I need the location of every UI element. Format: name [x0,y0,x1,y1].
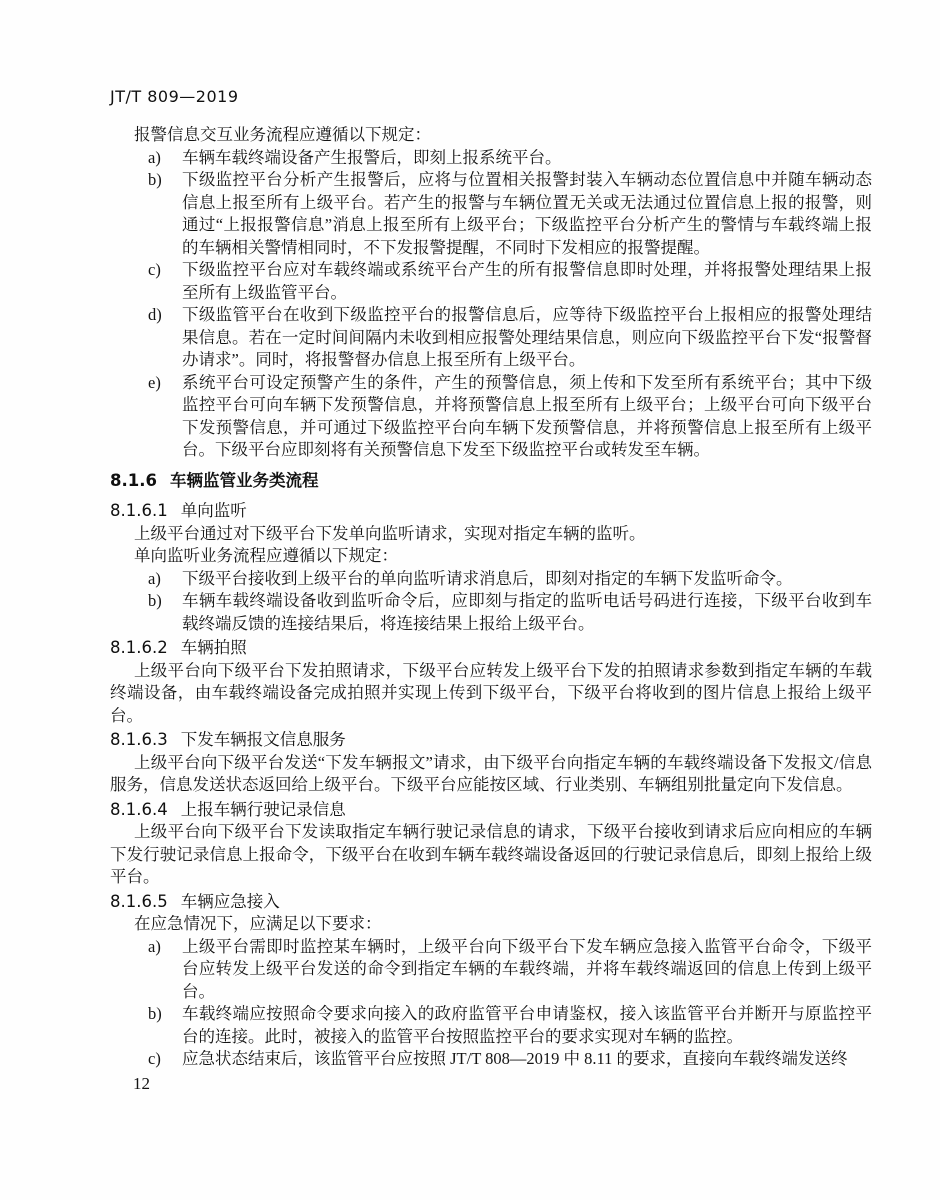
paragraph: 上级平台向下级平台下发拍照请求，下级平台应转发上级平台下发的拍照请求参数到指定车辆的车载终端设备，由车载终端设备完成拍照并实现上传到下级平台，下级平台将收到的图片信息上报给上级平台。 [110,660,872,725]
section-number: 8.1.6 [110,470,157,490]
section-title: 下发车辆报文信息服务 [180,730,346,749]
section-heading-8-1-6-5 [110,891,872,914]
paragraph: 上级平台向下级平台下发读取指定车辆行驶记录信息的请求，下级平台接收到请求后应向相应的车辆下发行驶记录信息上报命令，下级平台在收到车辆车载终端设备返回的行驶记录信息后，即刻上报给上级平台。 [110,822,872,886]
list-item-text: 系统平台可设定预警产生的条件，产生的预警信息，须上传和下发至所有系统平台；其中下级监控平台可向车辆下发预警信息，并将预警信息上报至所有上级平台；上级平台可向下级平台下发预警信息，并可通过下级监控平台向车辆下发预警信息，并将预警信息上报至所有上级平台。下级平台应即刻将有关预警信息下发至下级监控平台或转发至车辆。 [182,372,872,459]
section-heading-8-1-6-2 [110,637,872,660]
list-item [110,1048,872,1071]
listen-flow-list [110,568,872,636]
running-header: JT/T 809—2019 [110,87,239,106]
section-heading-8-1-6-4 [110,799,872,822]
paragraph: 上级平台向下级平台发送“下发车辆报文”请求，由下级平台向指定车辆的车载终端设备下发报文/信息服务，信息发送状态返回给上级平台。下级平台应能按区域、行业类别、车辆组别批量定向下发信息。 [110,752,872,794]
list-item-label: b) [148,1004,162,1023]
list-item [110,936,872,1004]
section-heading-8-1-6-1 [110,500,872,523]
page-number: 12 [133,1074,150,1093]
list-item-text: 车辆车载终端设备产生报警后，即刻上报系统平台。 [182,147,562,167]
list-item [110,147,872,170]
list-item-label: a) [148,147,161,167]
section-number: 8.1.6.4 [110,799,168,819]
list-item-label: b) [148,591,162,610]
section-number: 8.1.6.5 [110,891,168,911]
section-title: 车辆应急接入 [180,891,280,911]
section-heading-8-1-6-3 [110,729,872,752]
list-item-text: 下级监管平台在收到下级监控平台的报警信息后，应等待下级监控平台上报相应的报警处理结果信息。若在一定时间间隔内未收到相应报警处理结果信息，则应向下级监控平台下发“报警督办请求”。同时，将报警督办信息上报至所有上级平台。 [182,305,872,369]
list-item-text: 车辆车载终端设备收到监听命令后，应即刻与指定的监听电话号码进行连接，下级平台收到车载终端反馈的连接结果后，将连接结果上报给上级平台。 [182,591,872,633]
document-body [110,124,872,1071]
list-item [110,1003,872,1048]
section-title: 车辆拍照 [180,638,247,657]
section-heading-8-1-6 [110,470,872,493]
list-item-label: c) [148,260,161,279]
list-item-label: a) [148,936,161,956]
paragraph: 单向监听业务流程应遵循以下规定： [134,546,398,565]
list-item-text: 应急状态结束后，该监管平台应按照 JT/T 808—2019 中 8.11 的要求，直接向车载终端发送终 [182,1049,848,1068]
paragraph: 上级平台通过对下级平台下发单向监听请求，实现对指定车辆的监听。 [134,523,646,543]
alarm-flow-list [110,147,872,462]
list-item-text: 车载终端应按照命令要求向接入的政府监管平台申请鉴权，接入该监管平台并断开与原监控平台的连接。此时，被接入的监管平台按照监控平台的要求实现对车辆的监控。 [182,1004,872,1046]
list-item [110,568,872,591]
list-item-text: 下级平台接收到上级平台的单向监听请求消息后，即刻对指定的车辆下发监听命令。 [182,568,793,588]
list-item-label: c) [148,1049,161,1068]
section-title: 单向监听 [180,501,247,520]
list-item [110,372,872,462]
list-item-label: a) [148,568,161,588]
list-item [110,169,872,259]
emergency-flow-list [110,936,872,1071]
list-item [110,304,872,372]
paragraph: 在应急情况下，应满足以下要求： [134,914,382,933]
list-item-text: 下级监控平台分析产生报警后，应将与位置相关报警封装入车辆动态位置信息中并随车辆动态信息上报至所有上级平台。若产生的报警与车辆位置无关或无法通过位置信息上报的报警，则通过“上报报警信息”消息上报至所有上级平台；下级监控平台分析产生的警情与车载终端上报的车辆相关警情相同时，不下发报警提醒，不同时下发相应的报警提醒。 [182,170,872,257]
list-item-label: d) [148,305,162,324]
section-number: 8.1.6.3 [110,730,168,749]
list-item-label: e) [148,372,161,392]
list-item-text: 上级平台需即时监控某车辆时，上级平台向下级平台下发车辆应急接入监管平台命令，下级平台应转发上级平台发送的命令到指定车辆的车载终端，并将车载终端返回的信息上传到上级平台。 [182,936,872,1001]
list-item [110,590,872,635]
list-item-label: b) [148,170,162,189]
section-number: 8.1.6.1 [110,501,168,520]
section-title: 上报车辆行驶记录信息 [180,799,346,819]
list-item [110,259,872,304]
list-item-text: 下级监控平台应对车载终端或系统平台产生的所有报警信息即时处理，并将报警处理结果上报至所有上级监管平台。 [182,260,872,302]
section-title: 车辆监管业务类流程 [169,470,319,490]
section-number: 8.1.6.2 [110,638,168,657]
intro-paragraph: 报警信息交互业务流程应遵循以下规定： [134,125,431,144]
